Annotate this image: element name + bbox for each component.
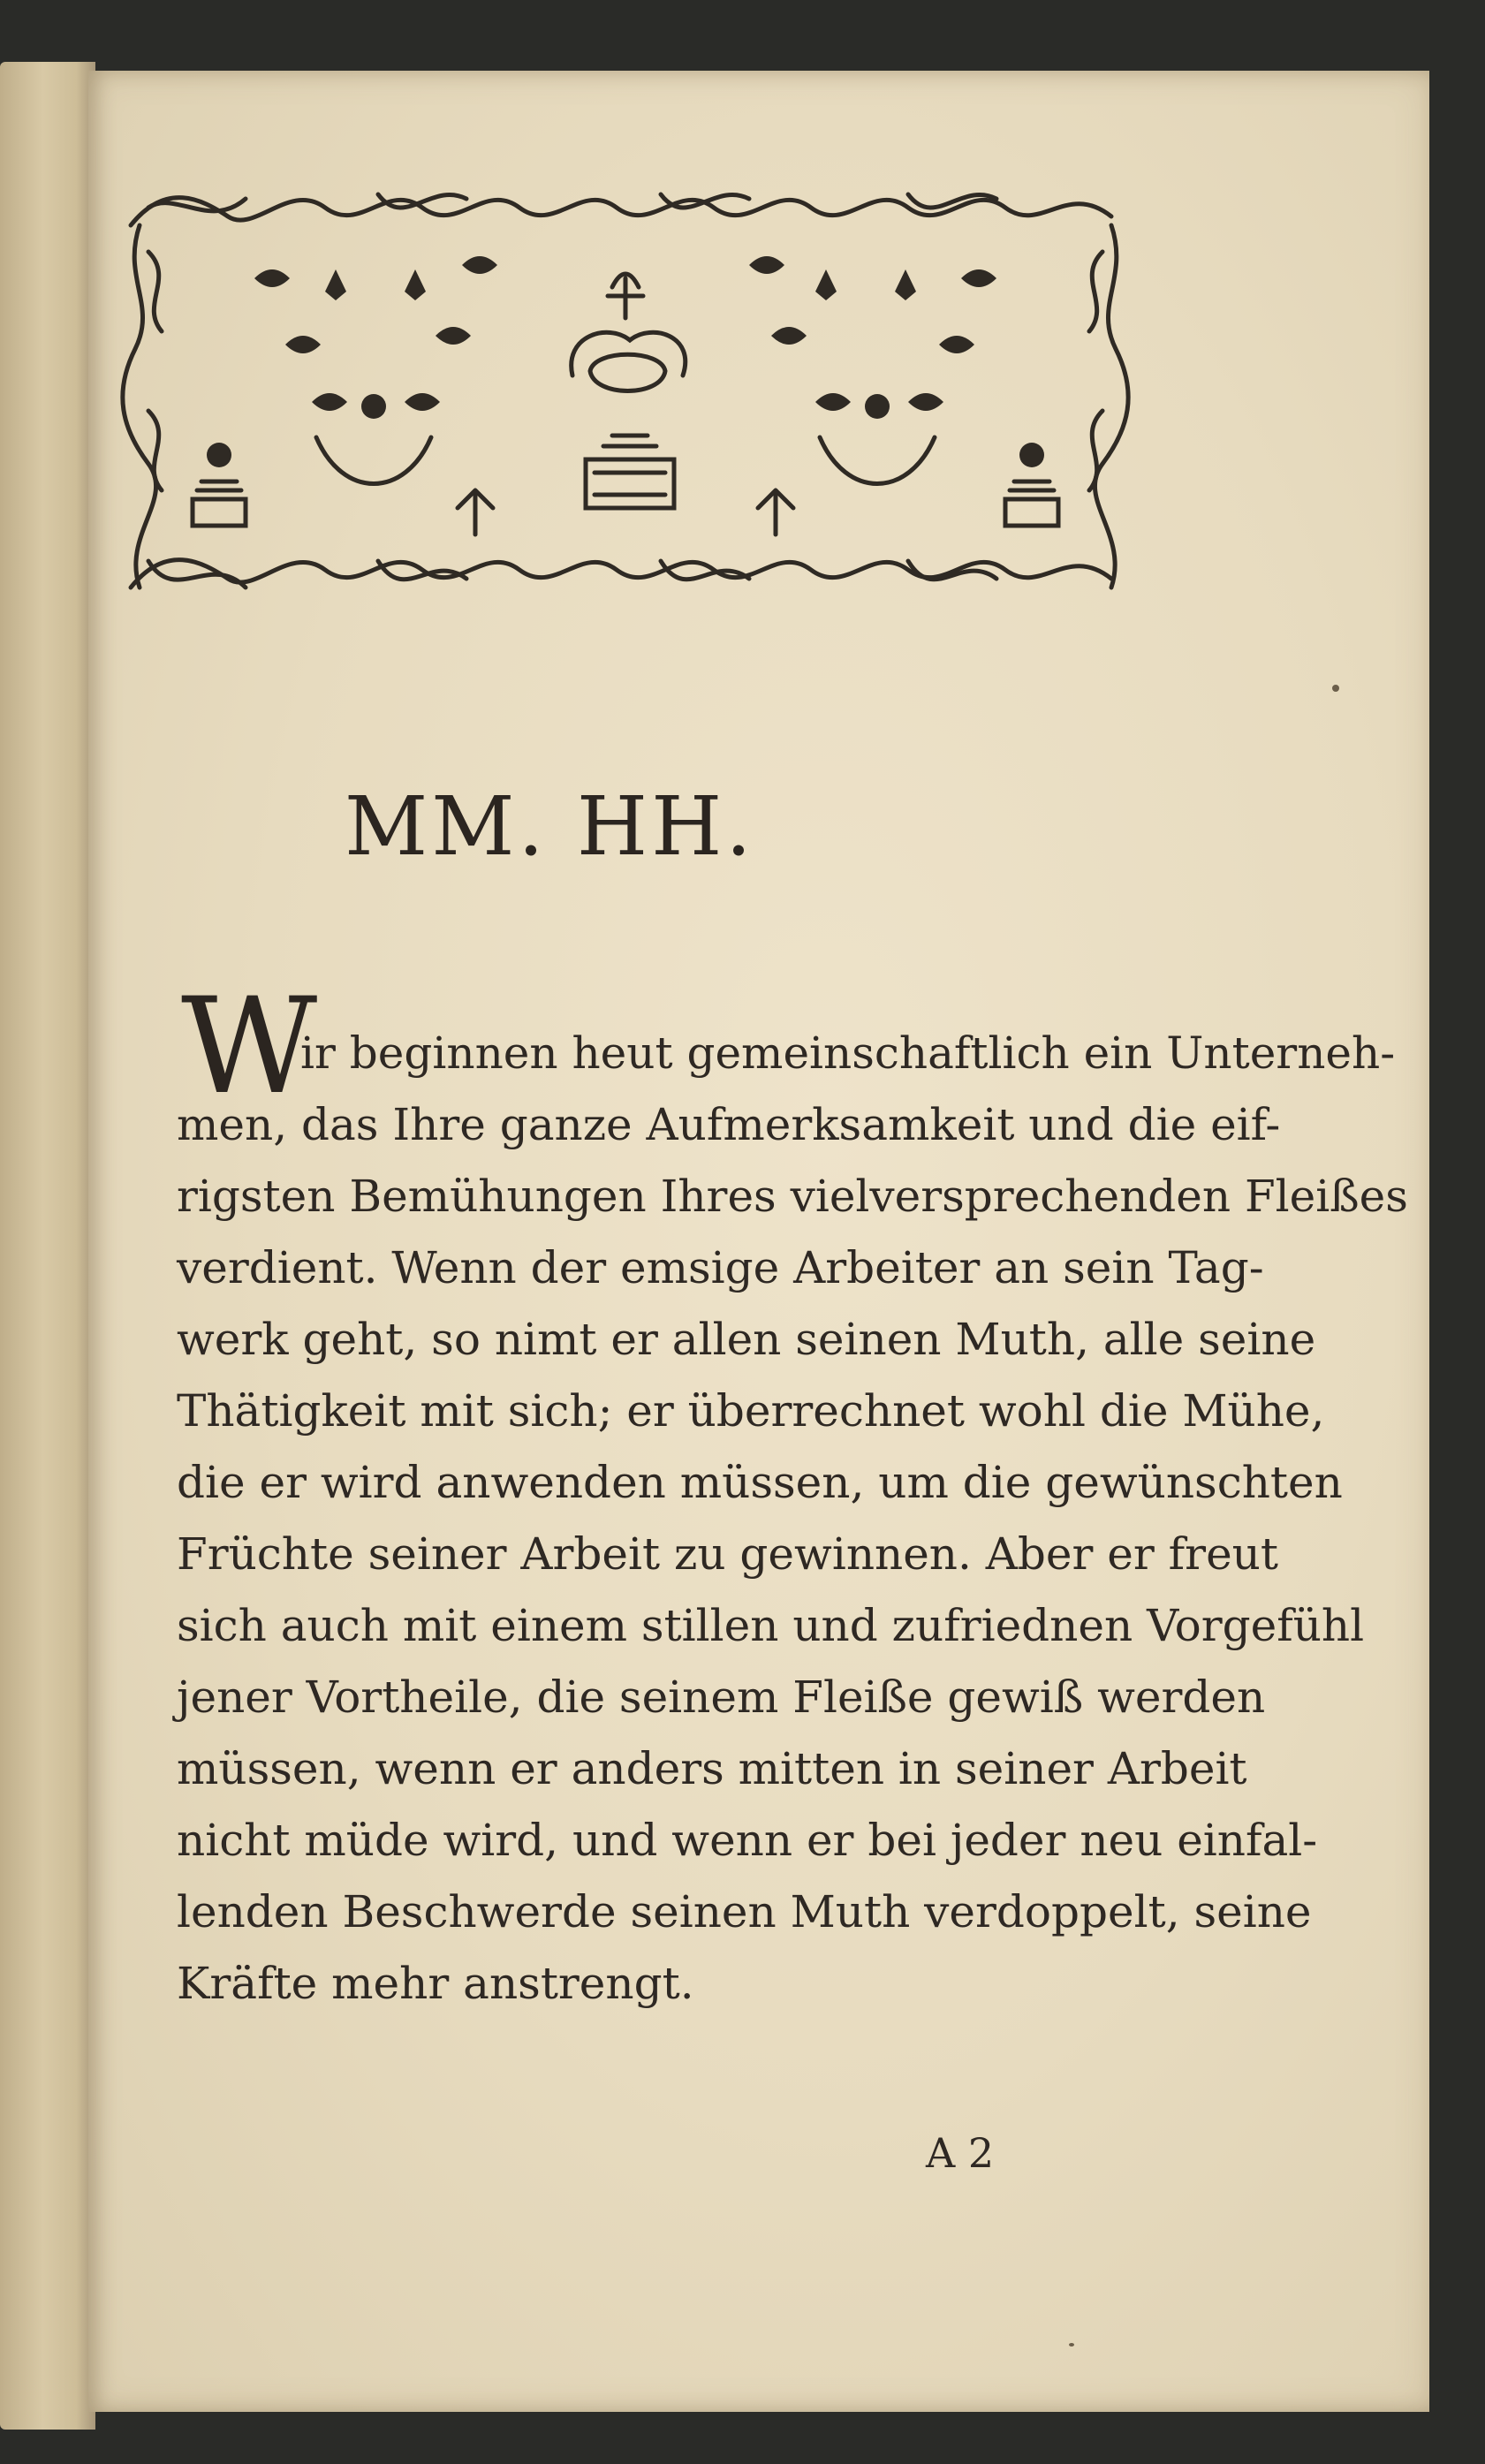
drop-cap-initial: W bbox=[181, 970, 318, 1124]
text-line: Früchte seiner Arbeit zu gewinnen. Aber er freut bbox=[177, 1528, 1278, 1580]
signature-mark: A 2 bbox=[926, 2129, 995, 2177]
text-line: rigsten Bemühungen Ihres vielversprechenden Fleißes bbox=[177, 1171, 1408, 1222]
text-line: jener Vortheile, die seinem Fleiße gewiß werden bbox=[177, 1672, 1266, 1723]
text-line: werk geht, so nimt er allen seinen Muth, alle seine bbox=[177, 1314, 1316, 1365]
text-line: Kräfte mehr anstrengt. bbox=[177, 1958, 694, 2009]
decorative-headpiece-ornament bbox=[113, 146, 1138, 623]
text-line: ir beginnen heut gemeinschaftlich ein Unterneh- bbox=[300, 1027, 1396, 1079]
text-line: lenden Beschwerde seinen Muth verdoppelt, seine bbox=[177, 1886, 1312, 1937]
book-spine-edge bbox=[0, 62, 95, 2430]
text-line: die er wird anwenden müssen, um die gewünschten bbox=[177, 1457, 1343, 1508]
paper-stain bbox=[1332, 685, 1339, 692]
text-line: verdient. Wenn der emsige Arbeiter an sein Tag- bbox=[177, 1242, 1264, 1293]
text-line: Thätigkeit mit sich; er überrechnet wohl die Mühe, bbox=[177, 1385, 1325, 1437]
text-line: müssen, wenn er anders mitten in seiner Arbeit bbox=[177, 1743, 1247, 1794]
address-heading: MM. HH. bbox=[345, 779, 755, 874]
paper-stain bbox=[1069, 2343, 1074, 2346]
text-line: sich auch mit einem stillen und zufriednen Vorgefühl bbox=[177, 1600, 1365, 1651]
text-line: men, das Ihre ganze Aufmerksamkeit und die eif- bbox=[177, 1099, 1281, 1150]
text-line: nicht müde wird, und wenn er bei jeder neu einfal- bbox=[177, 1815, 1318, 1866]
